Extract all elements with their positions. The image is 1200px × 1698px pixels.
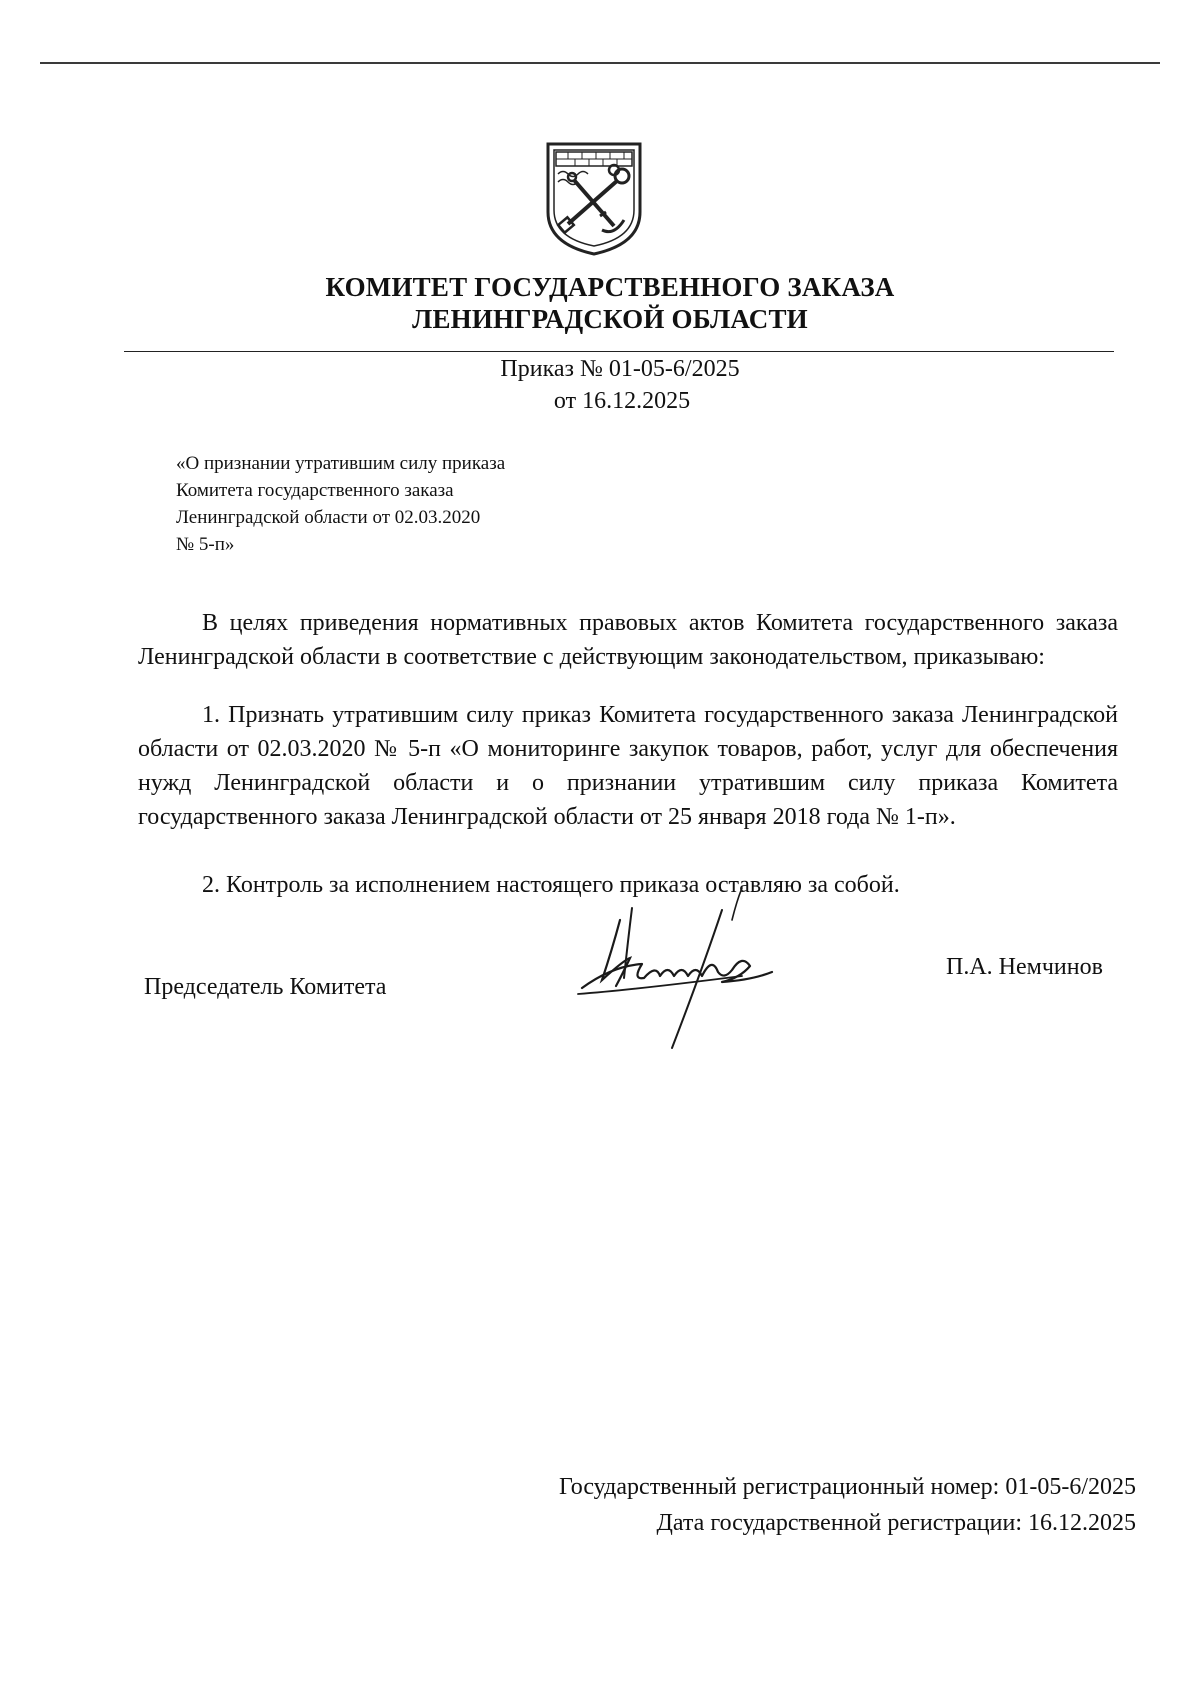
committee-name-line-2: ЛЕНИНГРАДСКОЙ ОБЛАСТИ: [412, 304, 808, 334]
preamble-text: В целях приведения нормативных правовых актов Комитета государственного заказа Ленинградской области в соответствие с действующим законодательством, приказываю:: [138, 610, 1118, 670]
preamble-paragraph: [138, 606, 1118, 674]
top-scan-edge-line: [40, 62, 1160, 64]
subject-line: «О признании утратившим силу приказа: [176, 453, 506, 474]
signatory-title: Председатель Комитета: [144, 974, 387, 1000]
leningrad-oblast-coat-of-arms-icon: [544, 140, 644, 258]
order-item-2-text: 2. Контроль за исполнением настоящего приказа оставляю за собой.: [202, 872, 900, 898]
registration-number: Государственный регистрационный номер: 01-05-6/2025: [558, 1474, 1136, 1500]
header-divider: [124, 351, 1114, 352]
order-item-1: [138, 698, 1118, 834]
handwritten-signature: [572, 880, 822, 1050]
order-item-1-text: 1. Признать утратившим силу приказ Комитета государственного заказа Ленинградской области от 02.03.2020 № 5-п «О мониторинге закупок товаров, работ, услуг для обеспечения нужд Ленинградской области и о признании утратившим силу приказа Комитета государственного заказа Ленинградской области от 25 января 2018 года № 1-п».: [138, 702, 1118, 830]
registration-date: Дата государственной регистрации: 16.12.2025: [656, 1510, 1136, 1536]
committee-name-line-1: КОМИТЕТ ГОСУДАРСТВЕННОГО ЗАКАЗА: [325, 272, 895, 302]
subject-line: Ленинградской области от 02.03.2020: [176, 507, 481, 528]
order-number: Приказ № 01-05-6/2025: [500, 356, 740, 382]
subject-line: Комитета государственного заказа: [176, 480, 454, 501]
order-subject: [176, 450, 505, 558]
signatory-name: П.А. Немчинов: [946, 954, 1103, 980]
order-date: от 16.12.2025: [553, 388, 691, 414]
subject-line: № 5-п»: [176, 534, 235, 555]
